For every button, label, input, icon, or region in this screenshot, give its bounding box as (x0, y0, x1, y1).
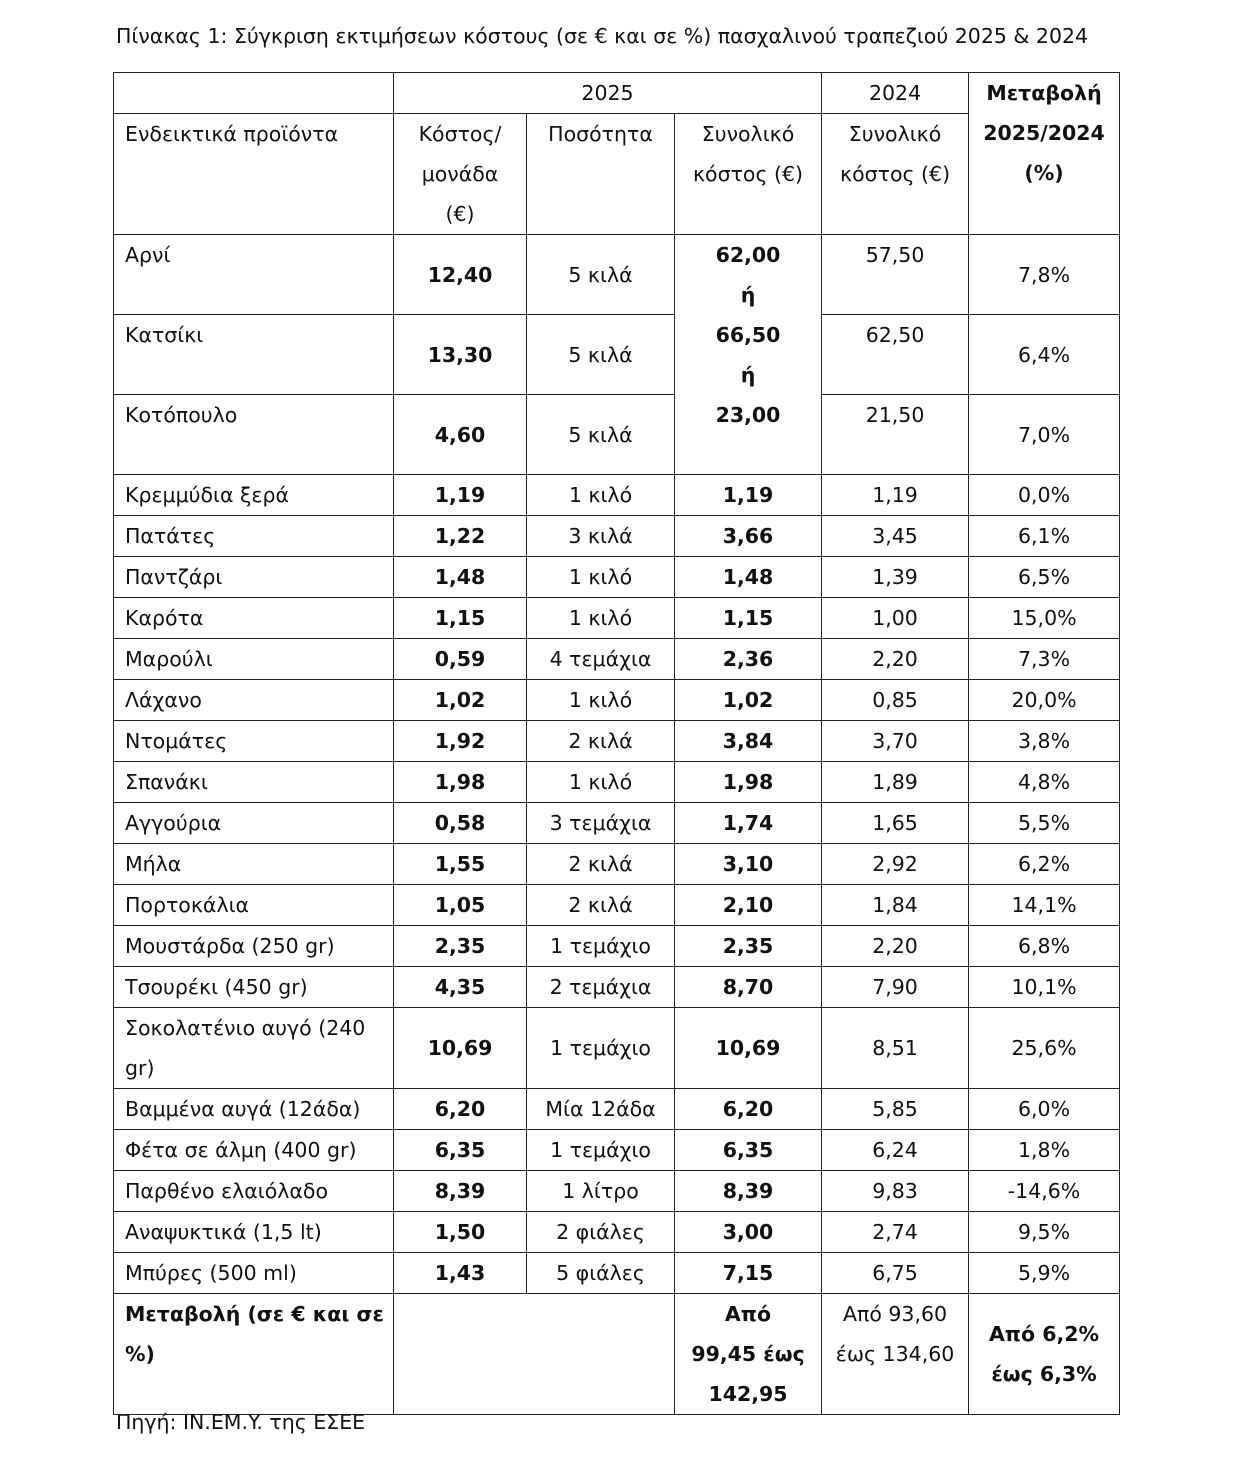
header-total-2024-line1: Συνολικό (848, 122, 942, 146)
quantity-cell: 4 τεμάχια (527, 639, 675, 680)
header-unit-cost-line3: (€) (445, 202, 475, 226)
summary-row-group (114, 1294, 1120, 1415)
egg-row-group (114, 1008, 1120, 1089)
total-2025-cell: 6,20 (675, 1089, 822, 1130)
unit-cost-cell: 1,50 (394, 1212, 527, 1253)
summary-total-2025-line3: 142,95 (708, 1382, 788, 1406)
change-cell: 4,8% (969, 762, 1120, 803)
total-2024-cell: 1,39 (822, 557, 969, 598)
quantity-cell: 2 κιλά (527, 885, 675, 926)
product-cell: Ντομάτες (114, 721, 394, 762)
meat-total-or-1: ή (740, 283, 756, 307)
quantity-cell: 1 λίτρο (527, 1171, 675, 1212)
quantity-cell: 5 κιλά (527, 235, 675, 315)
total-2025-cell: 1,02 (675, 680, 822, 721)
caption-label: Πίνακας 1: (116, 24, 228, 48)
summary-total-2024-line1: Από 93,60 (842, 1302, 948, 1326)
total-2025-cell: 2,35 (675, 926, 822, 967)
total-2025-cell: 3,84 (675, 721, 822, 762)
unit-cost-cell: 1,02 (394, 680, 527, 721)
total-2024-cell: 62,50 (822, 315, 969, 395)
product-cell: Πατάτες (114, 516, 394, 557)
change-cell: 0,0% (969, 475, 1120, 516)
quantity-cell: 1 τεμάχιο (527, 1008, 675, 1089)
table-row (114, 1089, 1120, 1130)
summary-total-2025 (675, 1294, 822, 1415)
product-cell: Σπανάκι (114, 762, 394, 803)
total-2024-cell: 2,74 (822, 1212, 969, 1253)
change-cell: 6,5% (969, 557, 1120, 598)
meat-total-or-2: ή (740, 363, 756, 387)
total-2025-cell: 1,98 (675, 762, 822, 803)
table-row-chocolate-egg (114, 1008, 1120, 1089)
total-2024-cell: 57,50 (822, 235, 969, 315)
table-row (114, 1253, 1120, 1294)
table-row (114, 844, 1120, 885)
total-2024-cell: 3,70 (822, 721, 969, 762)
quantity-cell: 1 τεμάχιο (527, 926, 675, 967)
product-cell: Καρότα (114, 598, 394, 639)
unit-cost-cell: 0,59 (394, 639, 527, 680)
table-row (114, 557, 1120, 598)
change-cell: 25,6% (969, 1008, 1120, 1089)
table-row (114, 516, 1120, 557)
total-2025-cell: 2,36 (675, 639, 822, 680)
total-2025-cell: 1,74 (675, 803, 822, 844)
source-note: Πηγή: IN.EM.Y. της ΕΣΕΕ (116, 1410, 366, 1434)
summary-label: Μεταβολή (σε € και σε %) (114, 1294, 394, 1415)
table-row (114, 926, 1120, 967)
header-total-2025 (675, 114, 822, 235)
unit-cost-cell: 1,05 (394, 885, 527, 926)
unit-cost-cell: 6,35 (394, 1130, 527, 1171)
change-cell: 1,8% (969, 1130, 1120, 1171)
header-change-line2: 2025/2024 (983, 121, 1105, 145)
product-cell: Φέτα σε άλμη (400 gr) (114, 1130, 394, 1171)
change-cell: 15,0% (969, 598, 1120, 639)
total-2024-cell: 21,50 (822, 395, 969, 475)
quantity-cell: 1 κιλό (527, 762, 675, 803)
total-2024-cell: 2,92 (822, 844, 969, 885)
change-cell: 6,0% (969, 1089, 1120, 1130)
header-unit-cost-line2: μονάδα (421, 162, 499, 186)
total-2024-cell: 7,90 (822, 967, 969, 1008)
product-cell: Πορτοκάλια (114, 885, 394, 926)
unit-cost-cell: 1,48 (394, 557, 527, 598)
total-2024-cell: 1,84 (822, 885, 969, 926)
summary-total-2024-line2: έως 134,60 (835, 1342, 955, 1366)
product-rows-b (114, 1089, 1120, 1294)
summary-change (969, 1294, 1120, 1415)
change-cell: 6,4% (969, 315, 1120, 395)
header-year-2024: 2024 (822, 73, 969, 114)
change-cell: 6,2% (969, 844, 1120, 885)
header-change-line3: (%) (1024, 161, 1064, 185)
table-row (114, 475, 1120, 516)
header-total-2025-line1: Συνολικό (701, 122, 795, 146)
change-cell: 5,9% (969, 1253, 1120, 1294)
unit-cost-cell: 1,22 (394, 516, 527, 557)
quantity-cell: 1 κιλό (527, 680, 675, 721)
total-2025-cell: 1,48 (675, 557, 822, 598)
caption-text: Σύγκριση εκτιμήσεων κόστους (σε € και σε %) πασχαλινού τραπεζιού 2025 & 2024 (227, 24, 1089, 48)
quantity-cell: 1 κιλό (527, 475, 675, 516)
product-cell: Βαμμένα αυγά (12άδα) (114, 1089, 394, 1130)
quantity-cell: 2 κιλά (527, 721, 675, 762)
product-cell: Μπύρες (500 ml) (114, 1253, 394, 1294)
total-2024-cell: 1,19 (822, 475, 969, 516)
meat-total-2025-cell (675, 235, 822, 475)
table-row (114, 680, 1120, 721)
cost-comparison-table (113, 72, 1120, 1415)
total-2024-cell: 6,24 (822, 1130, 969, 1171)
unit-cost-cell: 1,98 (394, 762, 527, 803)
summary-total-2025-line2: 99,45 έως (691, 1342, 805, 1366)
meat-total-option-3: 23,00 (715, 403, 781, 427)
quantity-cell: 2 τεμάχια (527, 967, 675, 1008)
product-cell: Κρεμμύδια ξερά (114, 475, 394, 516)
product-cell: Σοκολατένιο αυγό (240 gr) (114, 1008, 394, 1089)
quantity-cell: 5 κιλά (527, 315, 675, 395)
product-cell: Αναψυκτικά (1,5 lt) (114, 1212, 394, 1253)
total-2025-cell: 8,39 (675, 1171, 822, 1212)
unit-cost-cell: 1,92 (394, 721, 527, 762)
quantity-cell: Μία 12άδα (527, 1089, 675, 1130)
product-cell: Αγγούρια (114, 803, 394, 844)
summary-change-line2: έως 6,3% (991, 1362, 1097, 1386)
unit-cost-cell: 2,35 (394, 926, 527, 967)
change-cell: 9,5% (969, 1212, 1120, 1253)
total-2024-cell: 3,45 (822, 516, 969, 557)
change-cell: 5,5% (969, 803, 1120, 844)
change-cell: 6,8% (969, 926, 1120, 967)
table-row (114, 639, 1120, 680)
table-row (114, 1212, 1120, 1253)
change-cell: 7,8% (969, 235, 1120, 315)
product-cell: Κοτόπουλο (114, 395, 394, 475)
total-2024-cell: 0,85 (822, 680, 969, 721)
table-row (114, 1171, 1120, 1212)
table-caption (116, 24, 1088, 48)
unit-cost-cell: 6,20 (394, 1089, 527, 1130)
total-2025-cell: 6,35 (675, 1130, 822, 1171)
unit-cost-cell: 1,55 (394, 844, 527, 885)
table-row (114, 721, 1120, 762)
table-row (114, 967, 1120, 1008)
header-products: Ενδεικτικά προϊόντα (114, 114, 394, 235)
product-cell: Τσουρέκι (450 gr) (114, 967, 394, 1008)
header-total-2025-line2: κόστος (€) (692, 162, 804, 186)
header-change (969, 73, 1120, 235)
unit-cost-cell: 1,15 (394, 598, 527, 639)
product-cell: Παντζάρι (114, 557, 394, 598)
change-cell: 7,0% (969, 395, 1120, 475)
product-cell: Μήλα (114, 844, 394, 885)
table-row-lamb (114, 235, 1120, 315)
unit-cost-cell: 1,43 (394, 1253, 527, 1294)
change-cell: 14,1% (969, 885, 1120, 926)
total-2024-cell: 1,65 (822, 803, 969, 844)
header-empty-cell (114, 73, 394, 114)
total-2024-cell: 2,20 (822, 639, 969, 680)
unit-cost-cell: 1,19 (394, 475, 527, 516)
total-2024-cell: 1,00 (822, 598, 969, 639)
change-cell: 10,1% (969, 967, 1120, 1008)
product-cell: Κατσίκι (114, 315, 394, 395)
quantity-cell: 3 κιλά (527, 516, 675, 557)
quantity-cell: 2 κιλά (527, 844, 675, 885)
header-year-2025: 2025 (394, 73, 822, 114)
quantity-cell: 1 κιλό (527, 557, 675, 598)
summary-empty-cell (394, 1294, 675, 1415)
product-cell: Αρνί (114, 235, 394, 315)
header-unit-cost-line1: Κόστος/ (418, 122, 502, 146)
total-2024-cell: 6,75 (822, 1253, 969, 1294)
summary-change-line1: Από 6,2% (988, 1322, 1100, 1346)
total-2024-cell: 9,83 (822, 1171, 969, 1212)
total-2025-cell: 3,10 (675, 844, 822, 885)
quantity-cell: 5 φιάλες (527, 1253, 675, 1294)
quantity-cell: 5 κιλά (527, 395, 675, 475)
header-total-2024 (822, 114, 969, 235)
table-row (114, 598, 1120, 639)
summary-total-2025-line1: Από (724, 1302, 772, 1326)
change-cell: 6,1% (969, 516, 1120, 557)
unit-cost-cell: 10,69 (394, 1008, 527, 1089)
header-total-2024-line2: κόστος (€) (839, 162, 951, 186)
quantity-cell: 3 τεμάχια (527, 803, 675, 844)
meat-total-option-1: 62,00 (715, 243, 781, 267)
total-2024-cell: 8,51 (822, 1008, 969, 1089)
unit-cost-cell: 13,30 (394, 315, 527, 395)
product-cell: Μουστάρδα (250 gr) (114, 926, 394, 967)
header-change-line1: Μεταβολή (986, 81, 1102, 105)
total-2025-cell: 1,15 (675, 598, 822, 639)
total-2025-cell: 3,00 (675, 1212, 822, 1253)
summary-total-2024 (822, 1294, 969, 1415)
table-row (114, 762, 1120, 803)
header-quantity: Ποσότητα (527, 114, 675, 235)
header-unit-cost (394, 114, 527, 235)
total-2025-cell: 1,19 (675, 475, 822, 516)
header-row-years (114, 73, 1120, 114)
total-2025-cell: 2,10 (675, 885, 822, 926)
total-2024-cell: 1,89 (822, 762, 969, 803)
change-cell: -14,6% (969, 1171, 1120, 1212)
total-2025-cell: 7,15 (675, 1253, 822, 1294)
quantity-cell: 2 φιάλες (527, 1212, 675, 1253)
product-cell: Μαρούλι (114, 639, 394, 680)
table-row (114, 885, 1120, 926)
quantity-cell: 1 κιλό (527, 598, 675, 639)
meat-total-option-2: 66,50 (715, 323, 781, 347)
product-cell: Παρθένο ελαιόλαδο (114, 1171, 394, 1212)
total-2025-cell: 8,70 (675, 967, 822, 1008)
unit-cost-cell: 4,35 (394, 967, 527, 1008)
quantity-cell: 1 τεμάχιο (527, 1130, 675, 1171)
table-row (114, 803, 1120, 844)
product-rows-a (114, 475, 1120, 1008)
table-row-goat (114, 315, 1120, 395)
total-2025-cell: 10,69 (675, 1008, 822, 1089)
total-2024-cell: 2,20 (822, 926, 969, 967)
table-row-chicken (114, 395, 1120, 475)
unit-cost-cell: 0,58 (394, 803, 527, 844)
summary-row (114, 1294, 1120, 1415)
table-row (114, 1130, 1120, 1171)
total-2024-cell: 5,85 (822, 1089, 969, 1130)
product-cell: Λάχανο (114, 680, 394, 721)
total-2025-cell: 3,66 (675, 516, 822, 557)
change-cell: 20,0% (969, 680, 1120, 721)
change-cell: 3,8% (969, 721, 1120, 762)
unit-cost-cell: 4,60 (394, 395, 527, 475)
unit-cost-cell: 8,39 (394, 1171, 527, 1212)
unit-cost-cell: 12,40 (394, 235, 527, 315)
change-cell: 7,3% (969, 639, 1120, 680)
